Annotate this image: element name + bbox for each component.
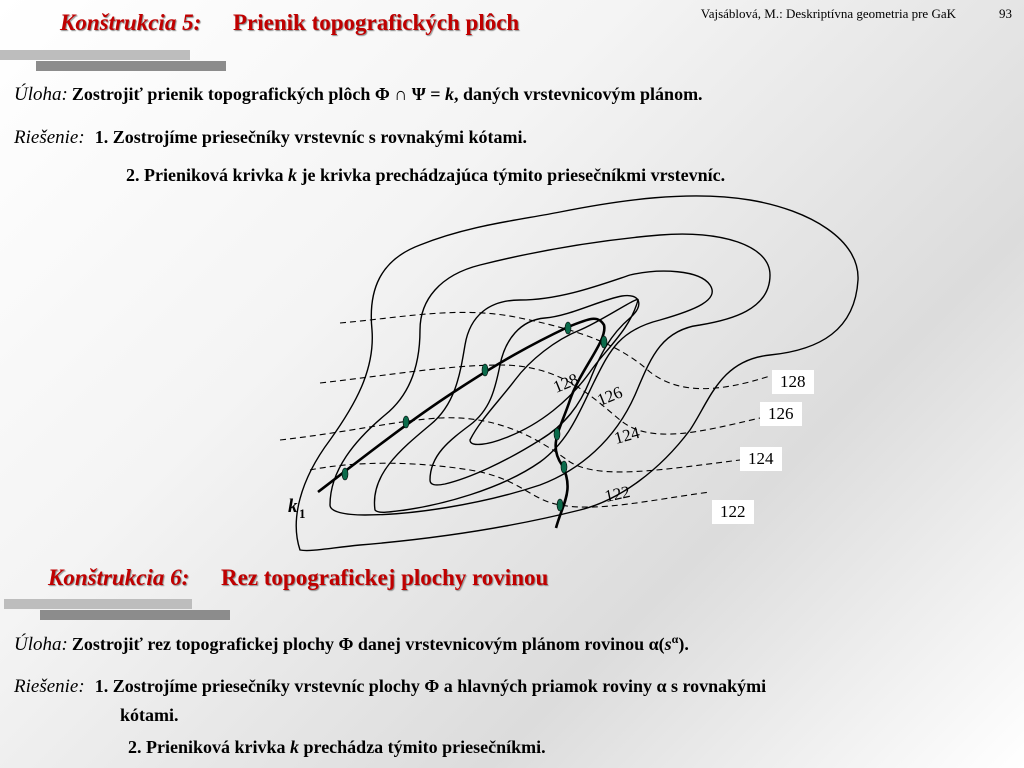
- curve-label-sub: 1: [299, 506, 306, 521]
- intersection-point: [403, 416, 409, 428]
- decor-bar: [40, 610, 230, 620]
- intersection-point: [557, 499, 563, 511]
- step2-text: 2. Prieniková krivka: [128, 737, 291, 757]
- intersection-point: [342, 468, 348, 480]
- intersection-point: [601, 336, 607, 348]
- level-box: 126: [760, 402, 802, 426]
- section6-solution: [14, 676, 1004, 698]
- task-label: Úloha:: [14, 634, 68, 655]
- contour-solid-3: [374, 271, 712, 512]
- page-number: 93: [999, 6, 1012, 21]
- intersection-point: [554, 428, 560, 440]
- step2-k: k: [288, 165, 298, 185]
- solution-step1-line1: 1. Zostrojíme priesečníky vrstevníc plochy Φ a hlavných priamok roviny α s rovnakými: [94, 676, 767, 696]
- section5-number: Konštrukcia 5:: [60, 10, 202, 35]
- section6-heading: [48, 565, 548, 591]
- task-text: Zostrojiť rez topografickej plochy Φ danej vrstevnicovým plánom rovinou α(: [71, 634, 665, 654]
- step2-text-end: je krivka prechádzajúca týmito priesečníkmi vrstevníc.: [297, 165, 726, 185]
- solution-label: Riešenie:: [14, 676, 85, 697]
- section6-task: [14, 632, 689, 656]
- decor-bar: [4, 599, 192, 609]
- task-sup: α: [671, 632, 679, 646]
- step2-text-end: prechádza týmito priesečníkmi.: [299, 737, 546, 757]
- step2-text: 2. Prieniková krivka: [126, 165, 289, 185]
- task-text: Zostrojiť prienik topografických plôch Φ ∩ Ψ =: [71, 84, 446, 104]
- level-box: 124: [740, 447, 782, 471]
- task-k: k: [445, 84, 455, 104]
- contour-solid-2: [330, 234, 770, 515]
- task-text-end: , daných vrstevnicovým plánom.: [454, 84, 703, 104]
- contour-label: 128: [550, 369, 582, 397]
- contour-solid-core: [470, 299, 638, 444]
- contour-label: 122: [602, 482, 632, 506]
- contour-label: 126: [594, 382, 626, 410]
- intersection-point: [561, 461, 567, 473]
- contour-dashed-124: [280, 418, 740, 472]
- level-box: 128: [772, 370, 814, 394]
- solution-step1: 1. Zostrojíme priesečníky vrstevníc s rovnakými kótami.: [94, 127, 527, 147]
- section6-step2: [128, 737, 546, 758]
- intersection-point: [482, 364, 488, 376]
- task-label: Úloha:: [14, 84, 68, 105]
- section6-number: Konštrukcia 6:: [48, 565, 190, 590]
- task-text-end: ).: [678, 634, 689, 654]
- intersection-curve-k1: [318, 319, 604, 528]
- section6-title: Rez topografickej plochy rovinou: [220, 565, 549, 590]
- solution-label: Riešenie:: [14, 127, 85, 148]
- contour-dashed-122: [310, 463, 710, 507]
- contour-label: 124: [612, 422, 642, 448]
- intersection-point: [565, 322, 571, 334]
- task-s: s: [664, 634, 672, 654]
- solution-step1-line2: kótami.: [120, 705, 179, 725]
- step2-k: k: [290, 737, 300, 757]
- section5-title: Prienik topografických plôch: [232, 10, 520, 35]
- curve-label: k: [288, 496, 298, 517]
- level-box: 122: [712, 500, 754, 524]
- credit-text: Vajsáblová, M.: Deskriptívna geometria pre GaK: [700, 6, 956, 21]
